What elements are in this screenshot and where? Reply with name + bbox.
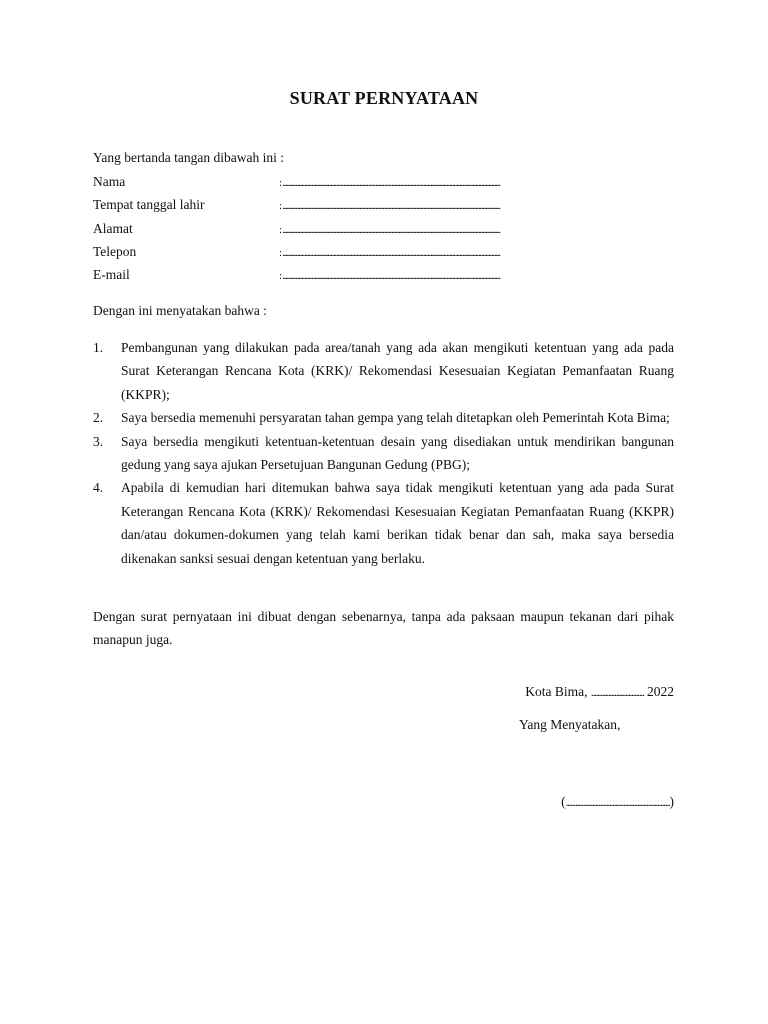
field-label: E-mail bbox=[93, 267, 130, 283]
field-row-telepon bbox=[93, 243, 674, 266]
list-text: Saya bersedia memenuhi persyaratan tahan gempa yang telah ditetapkan oleh Pemerintah Kota Bima; bbox=[121, 410, 670, 426]
list-item bbox=[93, 476, 674, 570]
field-label: Tempat tanggal lahir bbox=[93, 197, 205, 213]
date-blank: .................................. bbox=[590, 687, 644, 699]
list-number: 4. bbox=[93, 480, 104, 496]
signature-blank: ................................................................... bbox=[565, 797, 670, 809]
field-blank: : ...................................................................................................................................................... bbox=[279, 270, 500, 283]
document-title: SURAT PERNYATAAN bbox=[289, 88, 479, 108]
field-blank: : ...................................................................................................................................................... bbox=[279, 200, 500, 213]
list-item bbox=[93, 336, 674, 406]
statement-list bbox=[93, 336, 674, 570]
place-text: Kota Bima, bbox=[525, 684, 591, 699]
field-blank: : ...................................................................................................................................................... bbox=[279, 223, 500, 236]
list-number: 1. bbox=[93, 340, 104, 355]
list-item bbox=[93, 406, 674, 429]
field-label: Telepon bbox=[93, 243, 137, 259]
list-number: 2. bbox=[93, 410, 104, 426]
list-text: Apabila di kemudian hari ditemukan bahwa saya tidak mengikuti ketentuan yang ada pada Surat Keterangan Rencana Kota (KRK)/ Rekomendasi Kesesuaian Kegiatan Pemanfaatan Ruang (KKPR) dan/atau dokumen-dokumen yang telah kami berikan tidak benar dan sah, maka saya bersedia dikenakan sanksi sesuai dengan ketentuan yang berlaku. bbox=[121, 480, 674, 566]
statement-intro: Dengan ini menyatakan bahwa : bbox=[93, 303, 267, 318]
intro-text: Yang bertanda tangan dibawah ini : bbox=[93, 150, 284, 165]
signature-close-paren: ) bbox=[669, 794, 674, 809]
field-label: Alamat bbox=[93, 220, 133, 236]
list-item bbox=[93, 430, 674, 477]
field-row-alamat bbox=[93, 220, 674, 243]
list-number: 3. bbox=[93, 433, 104, 449]
field-row-nama bbox=[93, 173, 674, 196]
list-text: Pembangunan yang dilakukan pada area/tanah yang ada akan mengikuti ketentuan yang ada pada Surat Keterangan Rencana Kota (KRK)/ Rekomendasi Kesesuaian Kegiatan Pemanfaatan Ruang (KKPR); bbox=[121, 340, 674, 402]
field-row-email bbox=[93, 266, 674, 289]
field-blank: : ...................................................................................................................................................... bbox=[279, 246, 500, 259]
year-text: 2022 bbox=[643, 684, 674, 699]
signature-line bbox=[561, 794, 674, 810]
identity-fields bbox=[93, 173, 674, 289]
field-blank: : ...................................................................................................................................................... bbox=[279, 177, 500, 189]
field-label: Nama bbox=[93, 174, 126, 189]
signature-open-paren: ( bbox=[561, 794, 566, 809]
signer-label: Yang Menyatakan, bbox=[519, 717, 621, 732]
closing-paragraph: Dengan surat pernyataan ini dibuat dengan sebenarnya, tanpa ada paksaan maupun tekanan dari pihak manapun juga. bbox=[93, 609, 674, 648]
place-date bbox=[525, 684, 674, 700]
field-row-tempat-tanggal-lahir bbox=[93, 196, 674, 219]
list-text: Saya bersedia mengikuti ketentuan-ketentuan desain yang disediakan untuk mendirikan bangunan gedung yang saya ajukan Persetujuan Bangunan Gedung (PBG); bbox=[121, 433, 674, 473]
